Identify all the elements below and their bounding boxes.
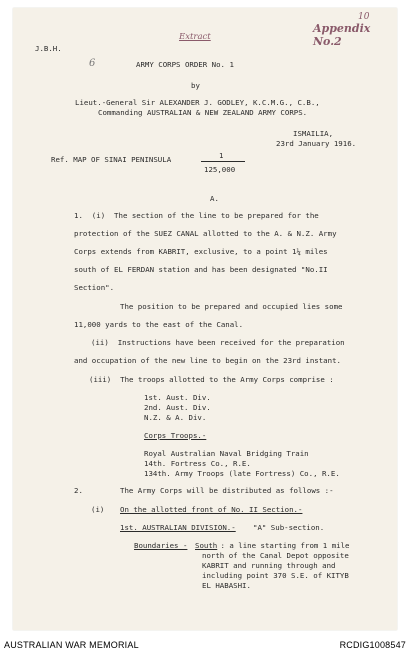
sub-section-label: "A" Sub-section.	[253, 523, 325, 532]
corps-troops-heading: Corps Troops.-	[144, 431, 207, 440]
paragraph-2-number: 2.	[74, 486, 83, 495]
handwritten-extract-note: Extract	[179, 32, 211, 42]
scale-numerator: 1	[219, 151, 224, 160]
footer-archive-name: AUSTRALIAN WAR MEMORIAL	[4, 640, 139, 650]
boundaries-label: Boundaries -	[134, 541, 188, 550]
author-line-1: Lieut.-General Sir ALEXANDER J. GODLEY, K.C.M.G., C.B.,	[75, 98, 320, 107]
paragraph-2-line-2: 11,000 yards to the east of the Canal.	[74, 320, 244, 329]
division-heading: 1st. AUSTRALIAN DIVISION.-	[120, 523, 236, 532]
distribution-intro: The Army Corps will be distributed as follows :-	[120, 486, 334, 495]
boundary-line-2: north of the Canal Depot opposite	[202, 551, 349, 560]
troop-list-item: 1st. Aust. Div.	[144, 393, 211, 402]
paragraph-3-line-1: (ii) Instructions have been received for the preparation	[91, 338, 345, 347]
paragraph-4-line-1: (iii) The troops allotted to the Army Corps comprise :	[89, 375, 334, 384]
initials: J.B.H.	[35, 44, 62, 53]
paragraph-1-line-1: 1. (i) The section of the line to be prepared for the	[74, 211, 319, 220]
boundary-line-4: including point 370 S.E. of KITYB	[202, 571, 349, 580]
boundary-line-3: KABRIT and running through and	[202, 561, 336, 570]
paragraph-2-line-1: The position to be prepared and occupied lies some	[120, 302, 343, 311]
date: 23rd January 1916.	[276, 139, 357, 148]
corps-troop-item: 134th. Army Troops (late Fortress) Co., R.E.	[144, 469, 340, 478]
paragraph-1-line-5: Section".	[74, 283, 115, 292]
order-title: ARMY CORPS ORDER No. 1	[136, 60, 234, 69]
paragraph-1-line-4: south of EL FERDAN station and has been designated "No.II	[74, 265, 328, 274]
paragraph-3-line-2: and occupation of the new line to begin on the 23rd instant.	[74, 356, 341, 365]
map-reference: Ref. MAP OF SINAI PENINSULA	[51, 155, 172, 164]
document-page	[13, 8, 397, 630]
south-label: South	[195, 541, 218, 550]
author-line-2: Commanding AUSTRALIAN & NEW ZEALAND ARMY CORPS.	[98, 108, 308, 117]
boundary-line-1: : a line starting from 1 mile	[216, 541, 350, 550]
by-line: by	[191, 81, 200, 90]
subparagraph-number: (i)	[91, 505, 105, 514]
paragraph-1-line-3: Corps extends from KABRIT, exclusive, to a point 1¼ miles	[74, 247, 328, 256]
paragraph-1-line-2: protection of the SUEZ CANAL allotted to the A. & N.Z. Army	[74, 229, 337, 238]
corps-troop-item: Royal Australian Naval Bridging Train	[144, 449, 309, 458]
corps-troop-item: 14th. Fortress Co., R.E.	[144, 459, 251, 468]
place: ISMAILIA,	[293, 129, 334, 138]
footer-catalogue-id: RCDIG1008547	[339, 640, 406, 650]
troop-list-item: N.Z. & A. Div.	[144, 413, 207, 422]
scale-fraction-bar	[201, 161, 245, 162]
scale-denominator: 125,000	[204, 165, 236, 174]
handwritten-appendix-note: Appendix No.2	[313, 22, 371, 48]
section-letter: A.	[210, 194, 219, 203]
boundary-line-5: EL HABASHI.	[202, 581, 251, 590]
handwritten-margin-number: 6	[89, 58, 96, 69]
troop-list-item: 2nd. Aust. Div.	[144, 403, 211, 412]
allotted-front-heading: On the allotted front of No. II Section.-	[120, 505, 303, 514]
handwritten-page-number: 10	[358, 12, 370, 22]
